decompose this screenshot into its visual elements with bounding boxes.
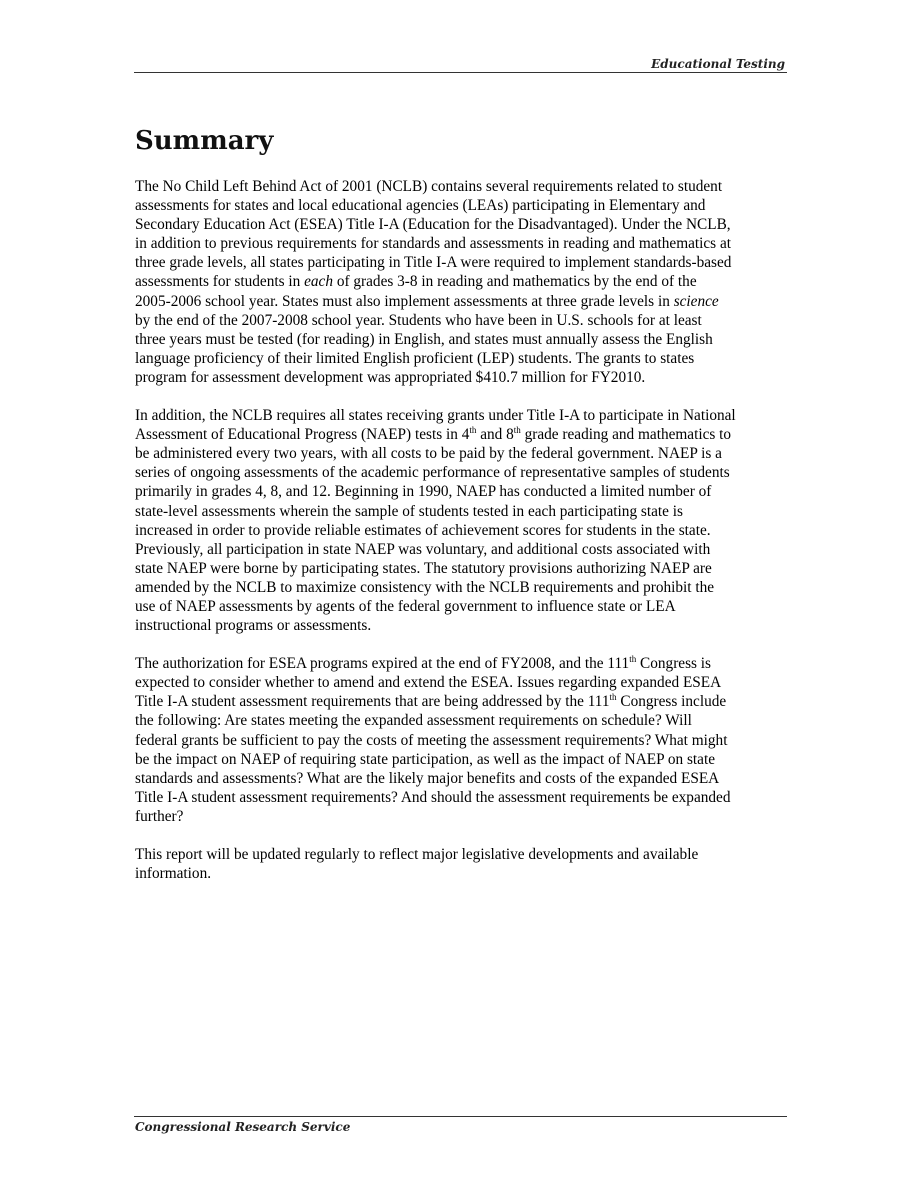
text-line: state NAEP were borne by participating states. The statutory provisions authorizing NAEP are bbox=[135, 559, 712, 577]
text-line: in addition to previous requirements for standards and assessments in reading and mathematics at bbox=[135, 235, 732, 253]
running-header: Educational Testing bbox=[651, 57, 785, 71]
text-line: increased in order to provide reliable estimates of achievement scores for students in the state. bbox=[135, 521, 711, 539]
text-line: Assessment of Educational Progress (NAEP) tests in 4th and 8th grade reading and mathematics to bbox=[135, 425, 732, 444]
text-line: by the end of the 2007-2008 school year. Students who have been in U.S. schools for at least bbox=[135, 311, 702, 329]
text-line: Title I-A student assessment requirements that are being addressed by the 111th Congress include bbox=[135, 692, 727, 711]
text-line: primarily in grades 4, 8, and 12. Beginning in 1990, NAEP has conducted a limited number of bbox=[135, 483, 712, 501]
text-line: program for assessment development was appropriated $410.7 million for FY2010. bbox=[135, 368, 646, 386]
text-line: series of ongoing assessments of the academic performance of representative samples of students bbox=[135, 464, 730, 482]
ordinal-suffix: th bbox=[629, 654, 637, 665]
text-line: Secondary Education Act (ESEA) Title I-A (Education for the Disadvantaged). Under the NCLB, bbox=[135, 216, 731, 234]
text-line: state-level assessments wherein the sample of students tested in each participating state is bbox=[135, 502, 683, 520]
text-line: further? bbox=[135, 807, 184, 825]
emphasis: science bbox=[673, 292, 719, 310]
footer-divider bbox=[134, 1116, 787, 1117]
text-line: be the impact on NAEP of requiring state participation, as well as the impact of NAEP on state bbox=[135, 750, 715, 768]
text-line: information. bbox=[135, 865, 212, 883]
text-line: assessments for students in each of grades 3-8 in reading and mathematics by the end of the bbox=[135, 273, 697, 291]
emphasis: each bbox=[304, 273, 333, 291]
text-line: be administered every two years, with all costs to be paid by the federal government. NAEP is a bbox=[135, 445, 722, 463]
text-line: instructional programs or assessments. bbox=[135, 617, 372, 635]
text-line: amended by the NCLB to maximize consistency with the NCLB requirements and prohibit the bbox=[135, 578, 715, 596]
text-line: The No Child Left Behind Act of 2001 (NCLB) contains several requirements related to student bbox=[135, 178, 723, 195]
text-line: expected to consider whether to amend and extend the ESEA. Issues regarding expanded ESEA bbox=[135, 674, 722, 692]
text-line: The authorization for ESEA programs expired at the end of FY2008, and the 111th Congress is bbox=[135, 654, 712, 673]
text-line: language proficiency of their limited English proficient (LEP) students. The grants to states bbox=[135, 349, 695, 367]
summary-body bbox=[135, 177, 787, 902]
paragraph-1 bbox=[135, 177, 787, 387]
header-divider bbox=[134, 72, 787, 73]
text-line: This report will be updated regularly to reflect major legislative developments and available bbox=[135, 846, 699, 863]
paragraph-4 bbox=[135, 845, 787, 883]
running-footer: Congressional Research Service bbox=[135, 1120, 351, 1134]
text-line: 2005-2006 school year. States must also implement assessments at three grade levels in science bbox=[135, 292, 719, 310]
ordinal-suffix: th bbox=[513, 425, 521, 436]
text-line: Title I-A student assessment requirements? And should the assessment requirements be expanded bbox=[135, 788, 731, 806]
text-line: Previously, all participation in state NAEP was voluntary, and additional costs associated with bbox=[135, 540, 711, 558]
ordinal-suffix: th bbox=[609, 692, 617, 703]
paragraph-2 bbox=[135, 406, 787, 635]
text-line: In addition, the NCLB requires all states receiving grants under Title I-A to participate in National bbox=[135, 407, 736, 425]
text-line: use of NAEP assessments by agents of the federal government to influence state or LEA bbox=[135, 597, 676, 615]
page-title: Summary bbox=[135, 126, 274, 156]
text-line: federal grants be sufficient to pay the costs of meeting the assessment requirements? What might bbox=[135, 731, 728, 749]
paragraph-3 bbox=[135, 654, 787, 826]
text-line: assessments for states and local educational agencies (LEAs) participating in Elementary and bbox=[135, 197, 706, 215]
text-line: the following: Are states meeting the expanded assessment requirements on schedule? Will bbox=[135, 712, 692, 730]
text-line: three grade levels, all states participating in Title I-A were required to implement standards-based bbox=[135, 254, 732, 272]
ordinal-suffix: th bbox=[469, 425, 477, 436]
text-line: three years must be tested (for reading) in English, and states must annually assess the English bbox=[135, 330, 713, 348]
text-line: standards and assessments? What are the likely major benefits and costs of the expanded ESEA bbox=[135, 769, 720, 787]
